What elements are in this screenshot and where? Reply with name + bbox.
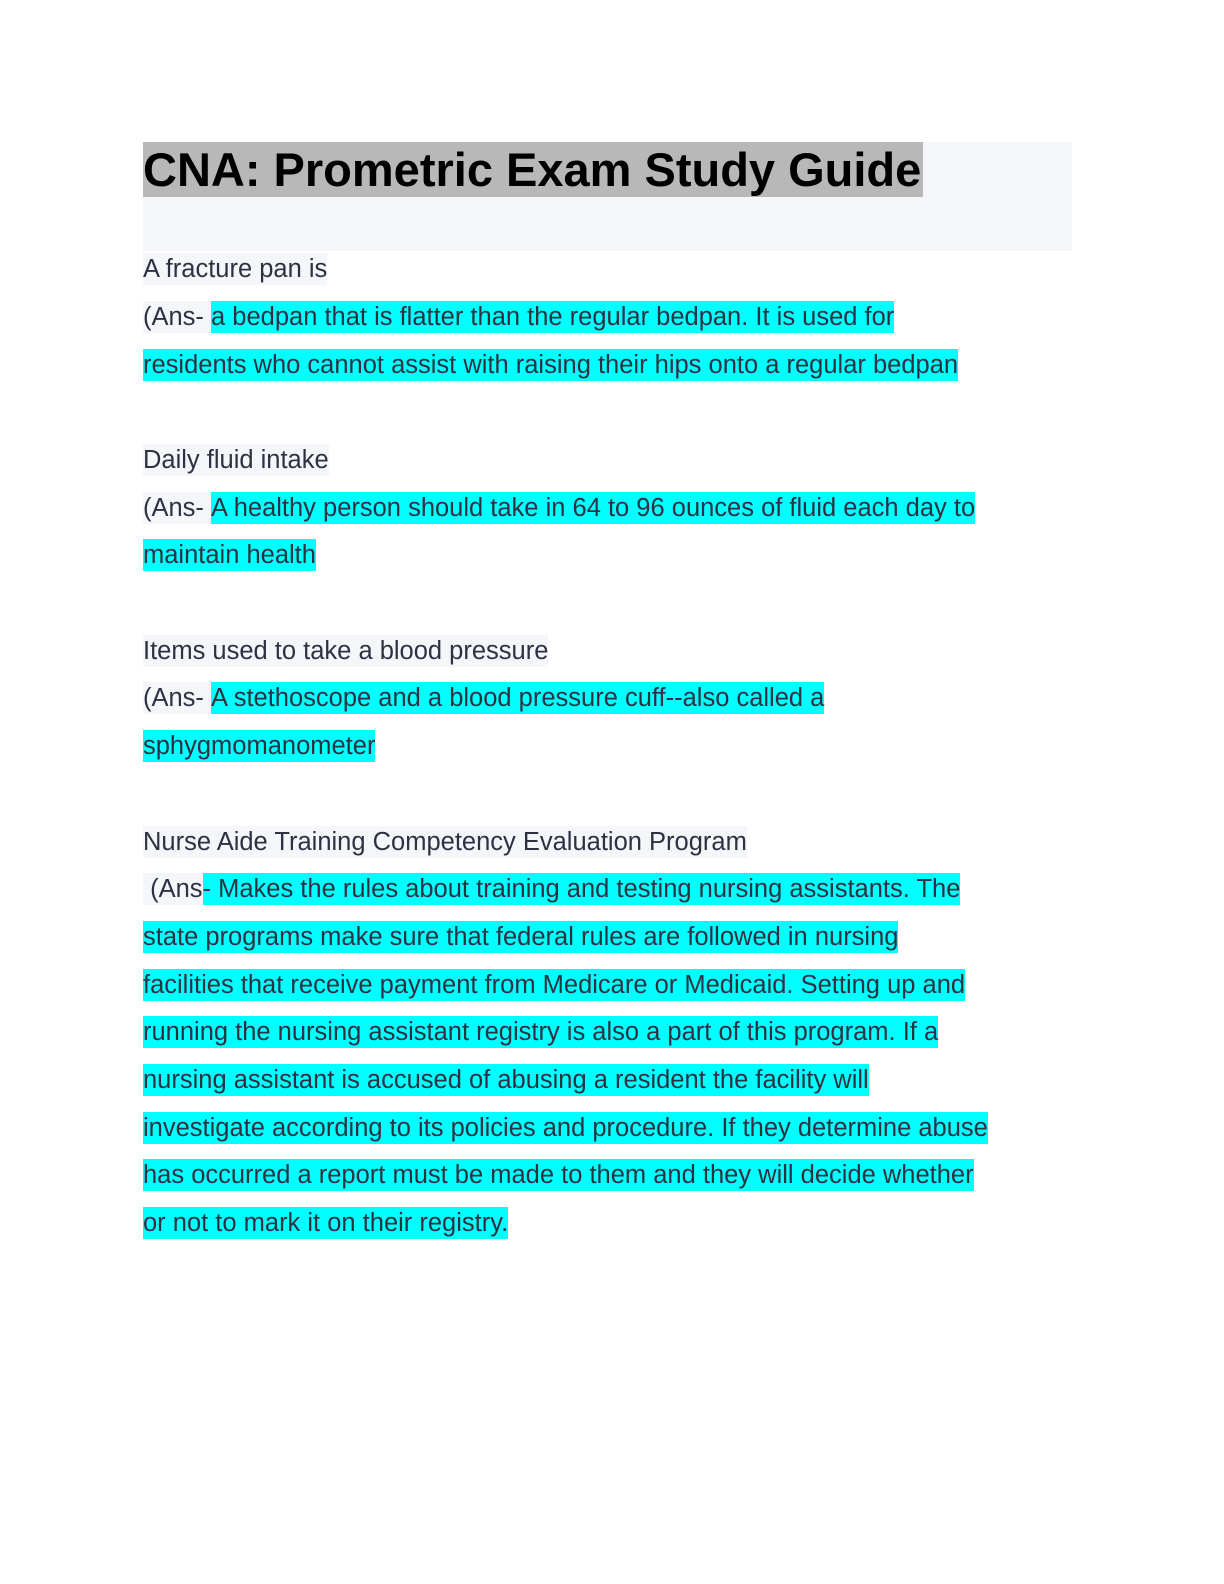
highlighted-answer: investigate according to its policies and procedure. If they determine abuse <box>143 1113 988 1142</box>
highlighted-answer: A stethoscope and a blood pressure cuff--also called a <box>211 684 825 713</box>
blank-line <box>143 388 1083 436</box>
answer-line <box>143 1008 1083 1056</box>
highlighted-answer: residents who cannot assist with raising their hips onto a regular bedpan <box>143 350 959 379</box>
answer-line <box>143 1199 1083 1247</box>
highlighted-answer: has occurred a report must be made to them and they will decide whether <box>143 1161 974 1190</box>
highlighted-answer: maintain health <box>143 541 316 570</box>
answer-prefix: (Ans- <box>143 302 212 331</box>
answer-line <box>143 913 1083 961</box>
highlighted-answer: nursing assistant is accused of abusing a resident the facility will <box>143 1065 869 1094</box>
answer-prefix: (Ans- <box>143 493 212 522</box>
answer-line <box>143 722 1083 770</box>
highlighted-answer: - Makes the rules about training and testing nursing assistants. The <box>202 875 961 904</box>
flashcard <box>143 245 1083 436</box>
flashcard <box>143 627 1083 818</box>
blank-line <box>143 1246 1083 1294</box>
answer-line <box>143 960 1083 1008</box>
question-line <box>143 627 1083 675</box>
question: Nurse Aide Training Competency Evaluation Program <box>143 827 747 856</box>
highlighted-answer: a bedpan that is flatter than the regular bedpan. It is used for <box>211 302 895 331</box>
blank-line <box>143 579 1083 627</box>
flashcard <box>143 817 1083 1294</box>
answer-prefix: (Ans <box>143 875 203 904</box>
highlighted-answer: sphygmomanometer <box>143 732 376 761</box>
answer-line <box>143 1056 1083 1104</box>
question: A fracture pan is <box>143 255 328 284</box>
study-guide-body <box>143 245 1083 1294</box>
highlighted-answer: state programs make sure that federal rules are followed in nursing <box>143 922 899 951</box>
answer-line <box>143 1103 1083 1151</box>
answer-prefix: (Ans- <box>143 684 212 713</box>
highlighted-answer: A healthy person should take in 64 to 96 ounces of fluid each day to <box>211 493 976 522</box>
question-line <box>143 817 1083 865</box>
question-line <box>143 436 1083 484</box>
answer-line <box>143 293 1083 341</box>
page-title: CNA: Prometric Exam Study Guide <box>143 143 922 196</box>
answer-line <box>143 674 1083 722</box>
highlighted-answer: running the nursing assistant registry is also a part of this program. If a <box>143 1018 939 1047</box>
answer-line <box>143 1151 1083 1199</box>
question: Daily fluid intake <box>143 446 329 475</box>
title-panel <box>143 142 1072 251</box>
question: Items used to take a blood pressure <box>143 636 549 665</box>
answer-line <box>143 340 1083 388</box>
highlighted-answer: facilities that receive payment from Medicare or Medicaid. Setting up and <box>143 970 966 999</box>
answer-line <box>143 865 1083 913</box>
blank-line <box>143 770 1083 818</box>
answer-line <box>143 531 1083 579</box>
question-line <box>143 245 1083 293</box>
answer-line <box>143 483 1083 531</box>
flashcard <box>143 436 1083 627</box>
highlighted-answer: or not to mark it on their registry. <box>143 1209 509 1238</box>
